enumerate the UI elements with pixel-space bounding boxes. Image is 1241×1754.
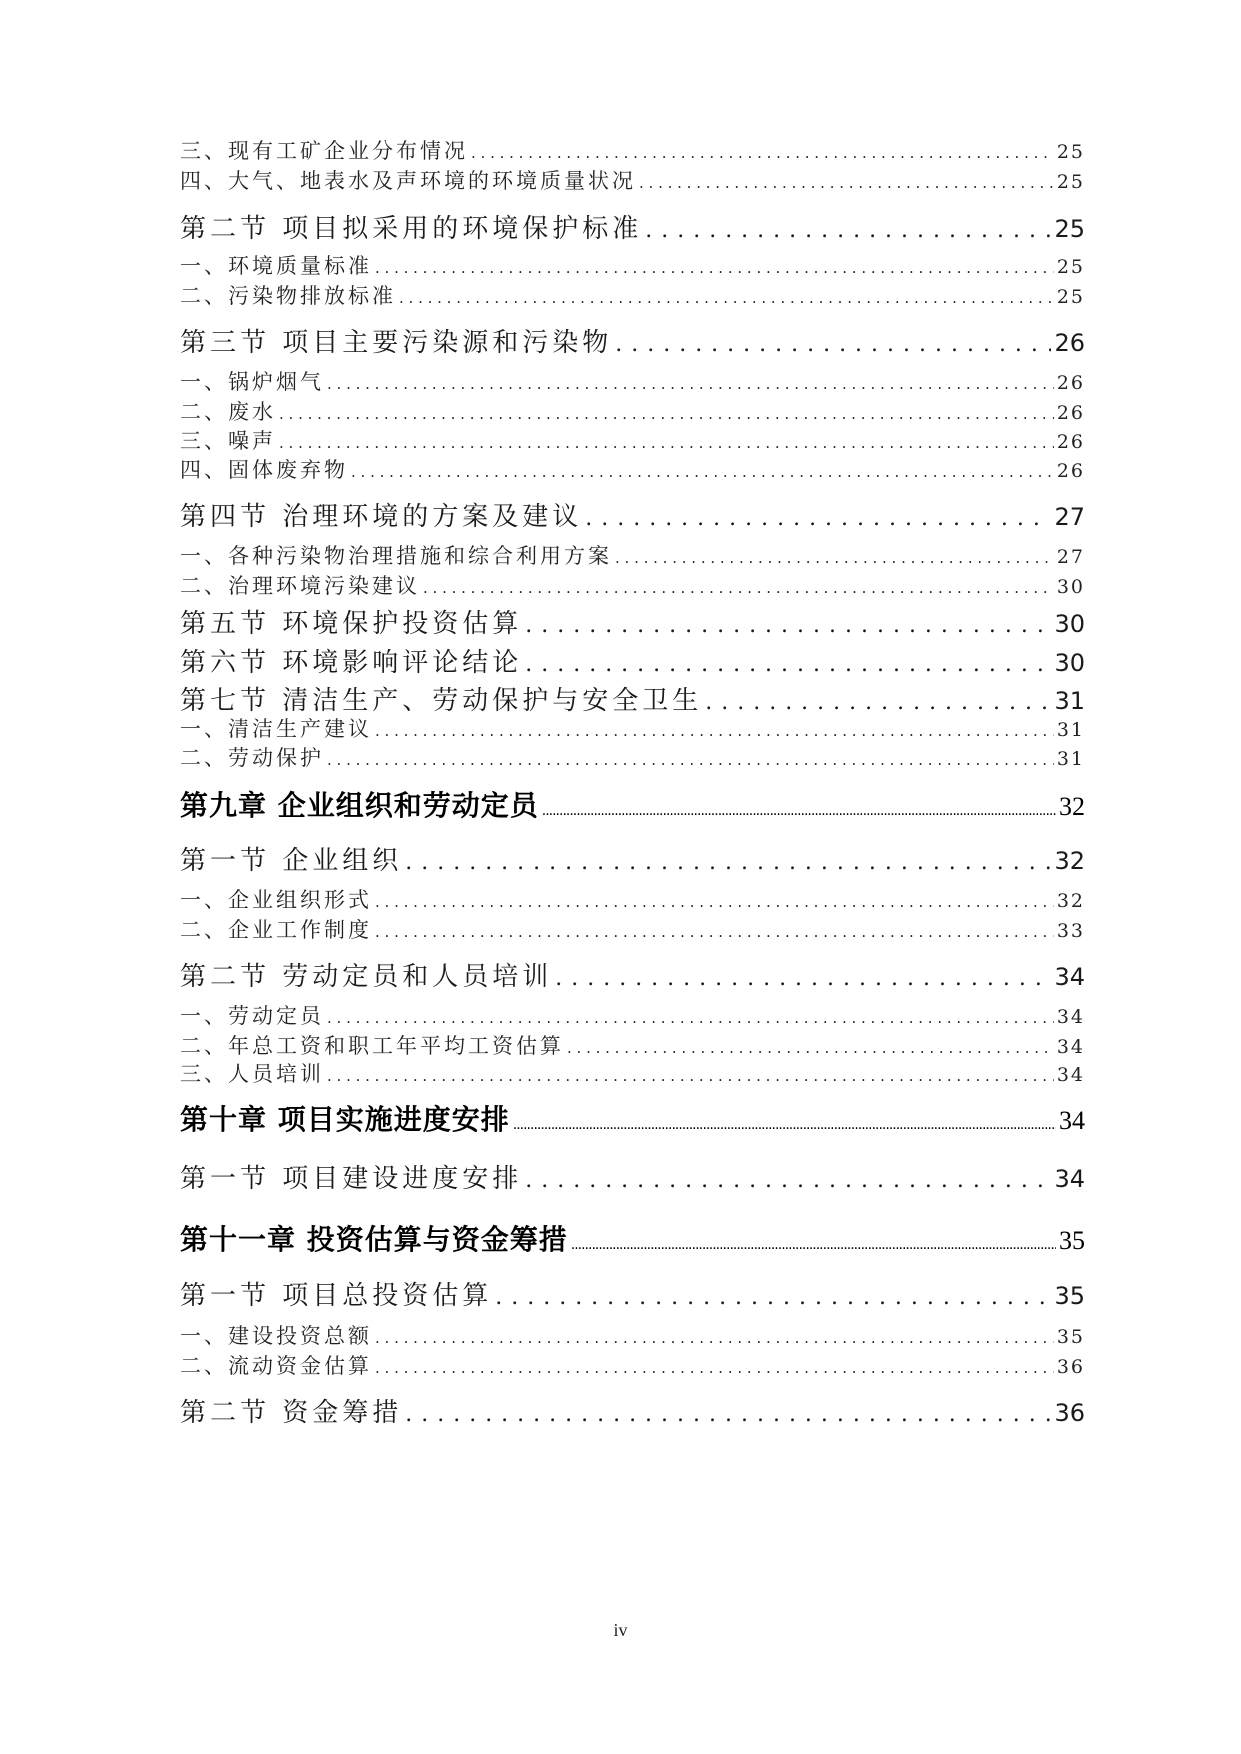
toc-item-page: 32 [1056, 890, 1085, 912]
toc-item[interactable] [180, 884, 1085, 914]
toc-item-label: 二、污染物排放标准 [180, 284, 396, 308]
toc-item-label: 二、治理环境污染建议 [180, 574, 420, 598]
toc-item[interactable] [180, 713, 1085, 743]
toc-section-page: 25 [1054, 215, 1085, 243]
dot-leader [525, 1168, 1051, 1193]
toc-section-label: 第二节 资金筹措 [180, 1398, 403, 1428]
toc-item-page: 31 [1056, 719, 1085, 741]
toc-item-page: 34 [1056, 1036, 1085, 1058]
toc-chapter[interactable] [180, 784, 1085, 824]
toc-section-page: 34 [1054, 1165, 1085, 1193]
toc-item[interactable] [180, 396, 1085, 426]
toc-item[interactable] [180, 914, 1085, 944]
toc-section-label: 第一节 项目总投资估算 [180, 1281, 493, 1311]
toc-item[interactable] [180, 135, 1085, 165]
toc-chapter[interactable] [180, 1098, 1085, 1138]
page-number: iv [613, 1620, 628, 1640]
toc-section[interactable] [180, 956, 1085, 993]
toc-section[interactable] [180, 208, 1085, 245]
dot-leader [705, 690, 1051, 715]
dot-leader [279, 405, 1054, 423]
toc-item-label: 二、劳动保护 [180, 746, 324, 770]
dot-leader [351, 463, 1054, 481]
toc-item-page: 26 [1056, 372, 1085, 394]
toc-item-label: 四、大气、地表水及声环境的环境质量状况 [180, 169, 636, 193]
dot-leader [375, 1329, 1054, 1347]
toc-section[interactable] [180, 322, 1085, 359]
toc-section-page: 26 [1054, 329, 1085, 357]
dot-leader [471, 144, 1054, 162]
toc-section[interactable] [180, 642, 1085, 679]
toc-chapter-label: 第十一章 投资估算与资金筹措 [180, 1223, 568, 1256]
toc-item-page: 25 [1056, 286, 1085, 308]
toc-section-label: 第三节 项目主要污染源和污染物 [180, 328, 613, 358]
toc-section[interactable] [180, 680, 1085, 717]
dot-leader [423, 579, 1054, 597]
dot-leader [542, 803, 1056, 819]
dot-leader [513, 1117, 1056, 1133]
toc-section-page: 36 [1054, 1399, 1085, 1427]
dot-leader [279, 434, 1054, 452]
dot-leader [615, 332, 1051, 357]
dot-leader [327, 375, 1054, 393]
toc-item-page: 36 [1056, 1356, 1085, 1378]
toc-item-label: 三、现有工矿企业分布情况 [180, 139, 468, 163]
dot-leader [327, 1067, 1054, 1085]
toc-chapter-label: 第十章 项目实施进度安排 [180, 1103, 510, 1136]
toc-section-label: 第一节 项目建设进度安排 [180, 1164, 523, 1194]
toc-item-page: 35 [1056, 1326, 1085, 1348]
toc-item[interactable] [180, 1000, 1085, 1030]
toc-item[interactable] [180, 1350, 1085, 1380]
dot-leader [615, 549, 1054, 567]
toc-item-label: 一、企业组织形式 [180, 888, 372, 912]
toc-chapter-page: 34 [1059, 1106, 1085, 1135]
toc-item-page: 26 [1056, 431, 1085, 453]
toc-item[interactable] [180, 425, 1085, 455]
dot-leader [327, 751, 1054, 769]
toc-item-page: 25 [1056, 171, 1085, 193]
toc-chapter-label: 第九章 企业组织和劳动定员 [180, 789, 539, 822]
dot-leader [571, 1237, 1056, 1253]
dot-leader [585, 506, 1051, 531]
toc-section-page: 32 [1054, 847, 1085, 875]
toc-chapter-page: 32 [1059, 792, 1085, 821]
toc-item[interactable] [180, 1320, 1085, 1350]
toc-item-page: 34 [1056, 1064, 1085, 1086]
dot-leader [375, 722, 1054, 740]
toc-section-page: 31 [1054, 687, 1085, 715]
toc-section-label: 第五节 环境保护投资估算 [180, 609, 523, 639]
toc-item[interactable] [180, 1058, 1085, 1088]
toc-item-page: 27 [1056, 546, 1085, 568]
toc-item-label: 三、噪声 [180, 429, 276, 453]
toc-item-label: 一、各种污染物治理措施和综合利用方案 [180, 544, 612, 568]
dot-leader [375, 1359, 1054, 1377]
toc-item[interactable] [180, 1030, 1085, 1060]
dot-leader [399, 289, 1054, 307]
dot-leader [555, 966, 1051, 991]
toc-section-label: 第一节 企业组织 [180, 846, 403, 876]
toc-section[interactable] [180, 840, 1085, 877]
dot-leader [405, 1402, 1051, 1427]
dot-leader [327, 1009, 1054, 1027]
toc-section-page: 27 [1054, 503, 1085, 531]
toc-item-label: 二、流动资金估算 [180, 1354, 372, 1378]
dot-leader [375, 893, 1054, 911]
toc-item-label: 一、清洁生产建议 [180, 717, 372, 741]
toc-item-label: 四、固体废弃物 [180, 458, 348, 482]
toc-section-page: 35 [1054, 1282, 1085, 1310]
dot-leader [495, 1285, 1051, 1310]
toc-item-page: 34 [1056, 1006, 1085, 1028]
toc-section-page: 30 [1054, 649, 1085, 677]
toc-item[interactable] [180, 454, 1085, 484]
dot-leader [645, 218, 1051, 243]
toc-section[interactable] [180, 603, 1085, 640]
toc-section-label: 第四节 治理环境的方案及建议 [180, 502, 583, 532]
toc-item[interactable] [180, 366, 1085, 396]
dot-leader [375, 923, 1054, 941]
toc-section[interactable] [180, 1392, 1085, 1429]
toc-item-page: 26 [1056, 460, 1085, 482]
toc-section[interactable] [180, 1275, 1085, 1312]
toc-item-label: 一、建设投资总额 [180, 1324, 372, 1348]
toc-item[interactable] [180, 280, 1085, 310]
toc-section[interactable] [180, 1158, 1085, 1195]
toc-item-label: 二、废水 [180, 400, 276, 424]
toc-item[interactable] [180, 540, 1085, 570]
toc-section-label: 第六节 环境影响评论结论 [180, 648, 523, 678]
toc-item[interactable] [180, 250, 1085, 280]
toc-item-label: 三、人员培训 [180, 1062, 324, 1086]
toc-item-page: 31 [1056, 748, 1085, 770]
toc-section-label: 第二节 劳动定员和人员培训 [180, 962, 553, 992]
dot-leader [567, 1039, 1054, 1057]
toc-item-page: 30 [1056, 576, 1085, 598]
toc-item-label: 二、企业工作制度 [180, 918, 372, 942]
dot-leader [405, 850, 1051, 875]
toc-section-label: 第七节 清洁生产、劳动保护与安全卫生 [180, 686, 703, 716]
toc-item-page: 25 [1056, 256, 1085, 278]
toc-item-page: 33 [1056, 920, 1085, 942]
toc-item-label: 一、环境质量标准 [180, 254, 372, 278]
dot-leader [639, 174, 1054, 192]
toc-item[interactable] [180, 742, 1085, 772]
toc-item-label: 一、锅炉烟气 [180, 370, 324, 394]
toc-section-page: 30 [1054, 610, 1085, 638]
toc-item[interactable] [180, 570, 1085, 600]
toc-item-page: 26 [1056, 402, 1085, 424]
toc-item-page: 25 [1056, 141, 1085, 163]
dot-leader [525, 613, 1051, 638]
toc-item[interactable] [180, 165, 1085, 195]
toc-item-label: 二、年总工资和职工年平均工资估算 [180, 1034, 564, 1058]
dot-leader [375, 259, 1054, 277]
dot-leader [525, 652, 1051, 677]
toc-item-label: 一、劳动定员 [180, 1004, 324, 1028]
toc-section[interactable] [180, 496, 1085, 533]
toc-section-page: 34 [1054, 963, 1085, 991]
toc-chapter[interactable] [180, 1218, 1085, 1258]
toc-section-label: 第二节 项目拟采用的环境保护标准 [180, 214, 643, 244]
toc-chapter-page: 35 [1059, 1226, 1085, 1255]
